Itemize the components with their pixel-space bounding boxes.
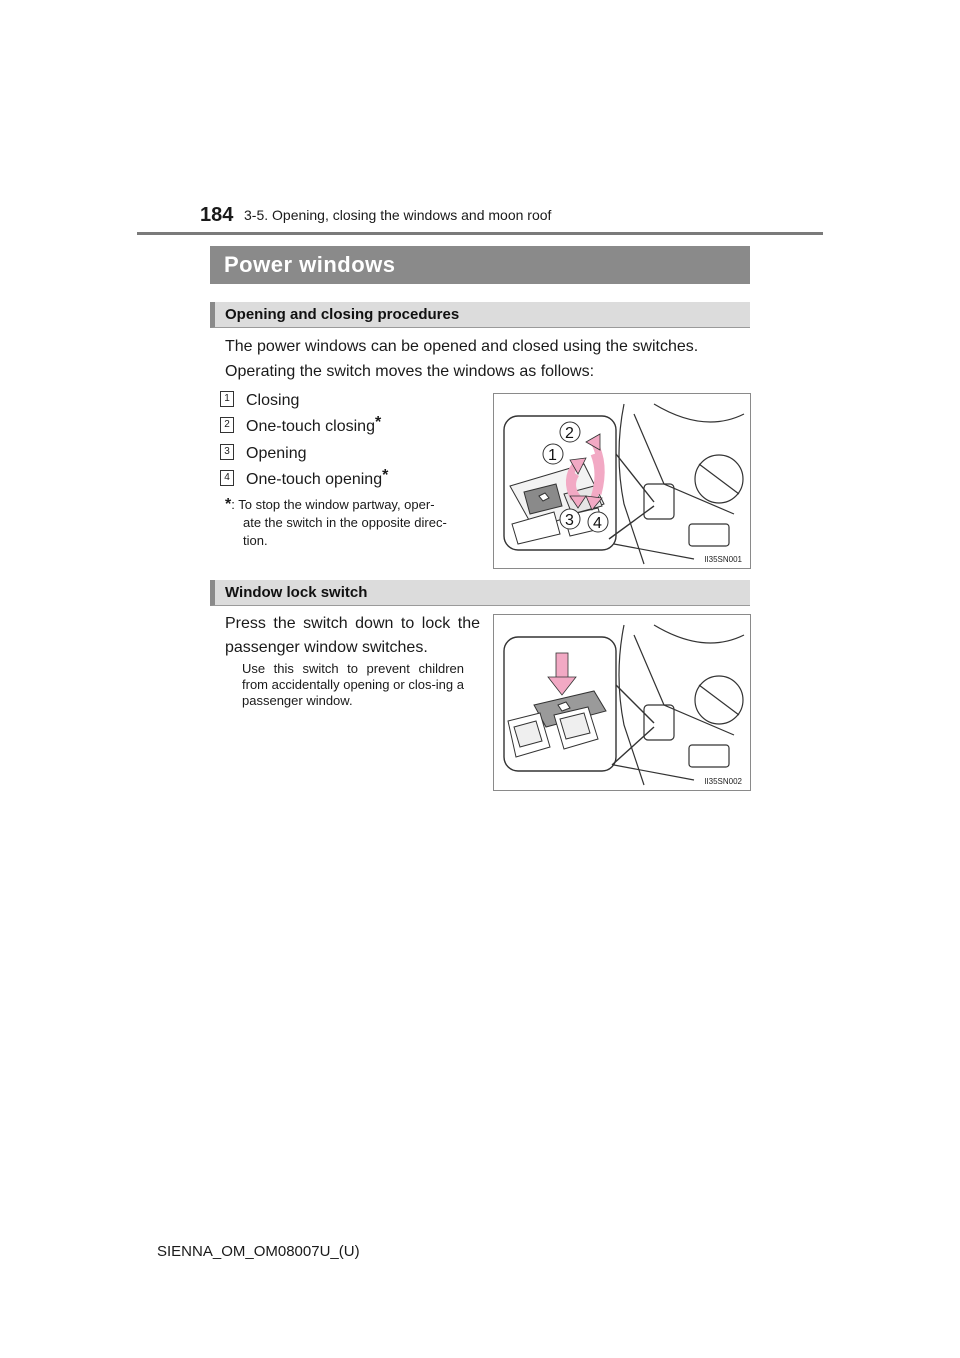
item-label: One-touch opening (246, 471, 383, 488)
item-number-box: 2 (220, 417, 234, 433)
list-item (220, 392, 299, 410)
figure-code: II35SN002 (704, 777, 742, 786)
item-number-box: 3 (220, 444, 234, 460)
lock-note: Use this switch to prevent children from accidentally opening or clos-ing a passenger window. (242, 661, 464, 708)
lead-paragraph: Operating the switch moves the windows as follows: (225, 363, 595, 380)
list-item (220, 466, 389, 489)
footnote (225, 496, 465, 550)
page-number: 184 (200, 204, 234, 226)
footnote-text: : To stop the window partway, oper- (231, 497, 435, 512)
callout-2: 2 (565, 425, 574, 442)
header-divider (137, 232, 823, 235)
item-label: Closing (246, 392, 300, 409)
section-heading-bar (210, 580, 750, 606)
callout-4: 4 (593, 515, 602, 532)
list-item (220, 413, 382, 436)
page-title: Power windows (224, 252, 396, 277)
section-heading: Window lock switch (225, 584, 368, 601)
item-label: Opening (246, 445, 307, 462)
item-number-box: 1 (220, 391, 234, 407)
footnote-continuation: ate the switch in the opposite direc-tion. (243, 515, 447, 548)
item-label: One-touch closing (246, 418, 375, 435)
door-panel-drawing (494, 394, 750, 568)
intro-paragraph: The power windows can be opened and closed using the switches. (225, 338, 699, 355)
callout-1: 1 (548, 447, 557, 464)
section-reference: 3-5. Opening, closing the windows and moon roof (244, 207, 552, 223)
footnote-star: * (225, 496, 232, 513)
page-title-bar (210, 246, 750, 284)
door-panel-drawing (494, 615, 750, 790)
footnote-star: * (382, 466, 389, 484)
section-heading: Opening and closing procedures (225, 306, 460, 323)
footer-document-id: SIENNA_OM_OM08007U_(U) (157, 1243, 360, 1260)
figure-code: II35SN001 (704, 555, 742, 564)
callout-3: 3 (565, 512, 574, 529)
item-number-box: 4 (220, 470, 234, 486)
list-item (220, 445, 307, 463)
footnote-star: * (374, 413, 382, 431)
section-heading-bar (210, 302, 750, 328)
window-lock-illustration (493, 614, 751, 791)
window-switch-illustration (493, 393, 751, 569)
lock-instruction: Press the switch down to lock the passenger window switches. (225, 615, 480, 656)
